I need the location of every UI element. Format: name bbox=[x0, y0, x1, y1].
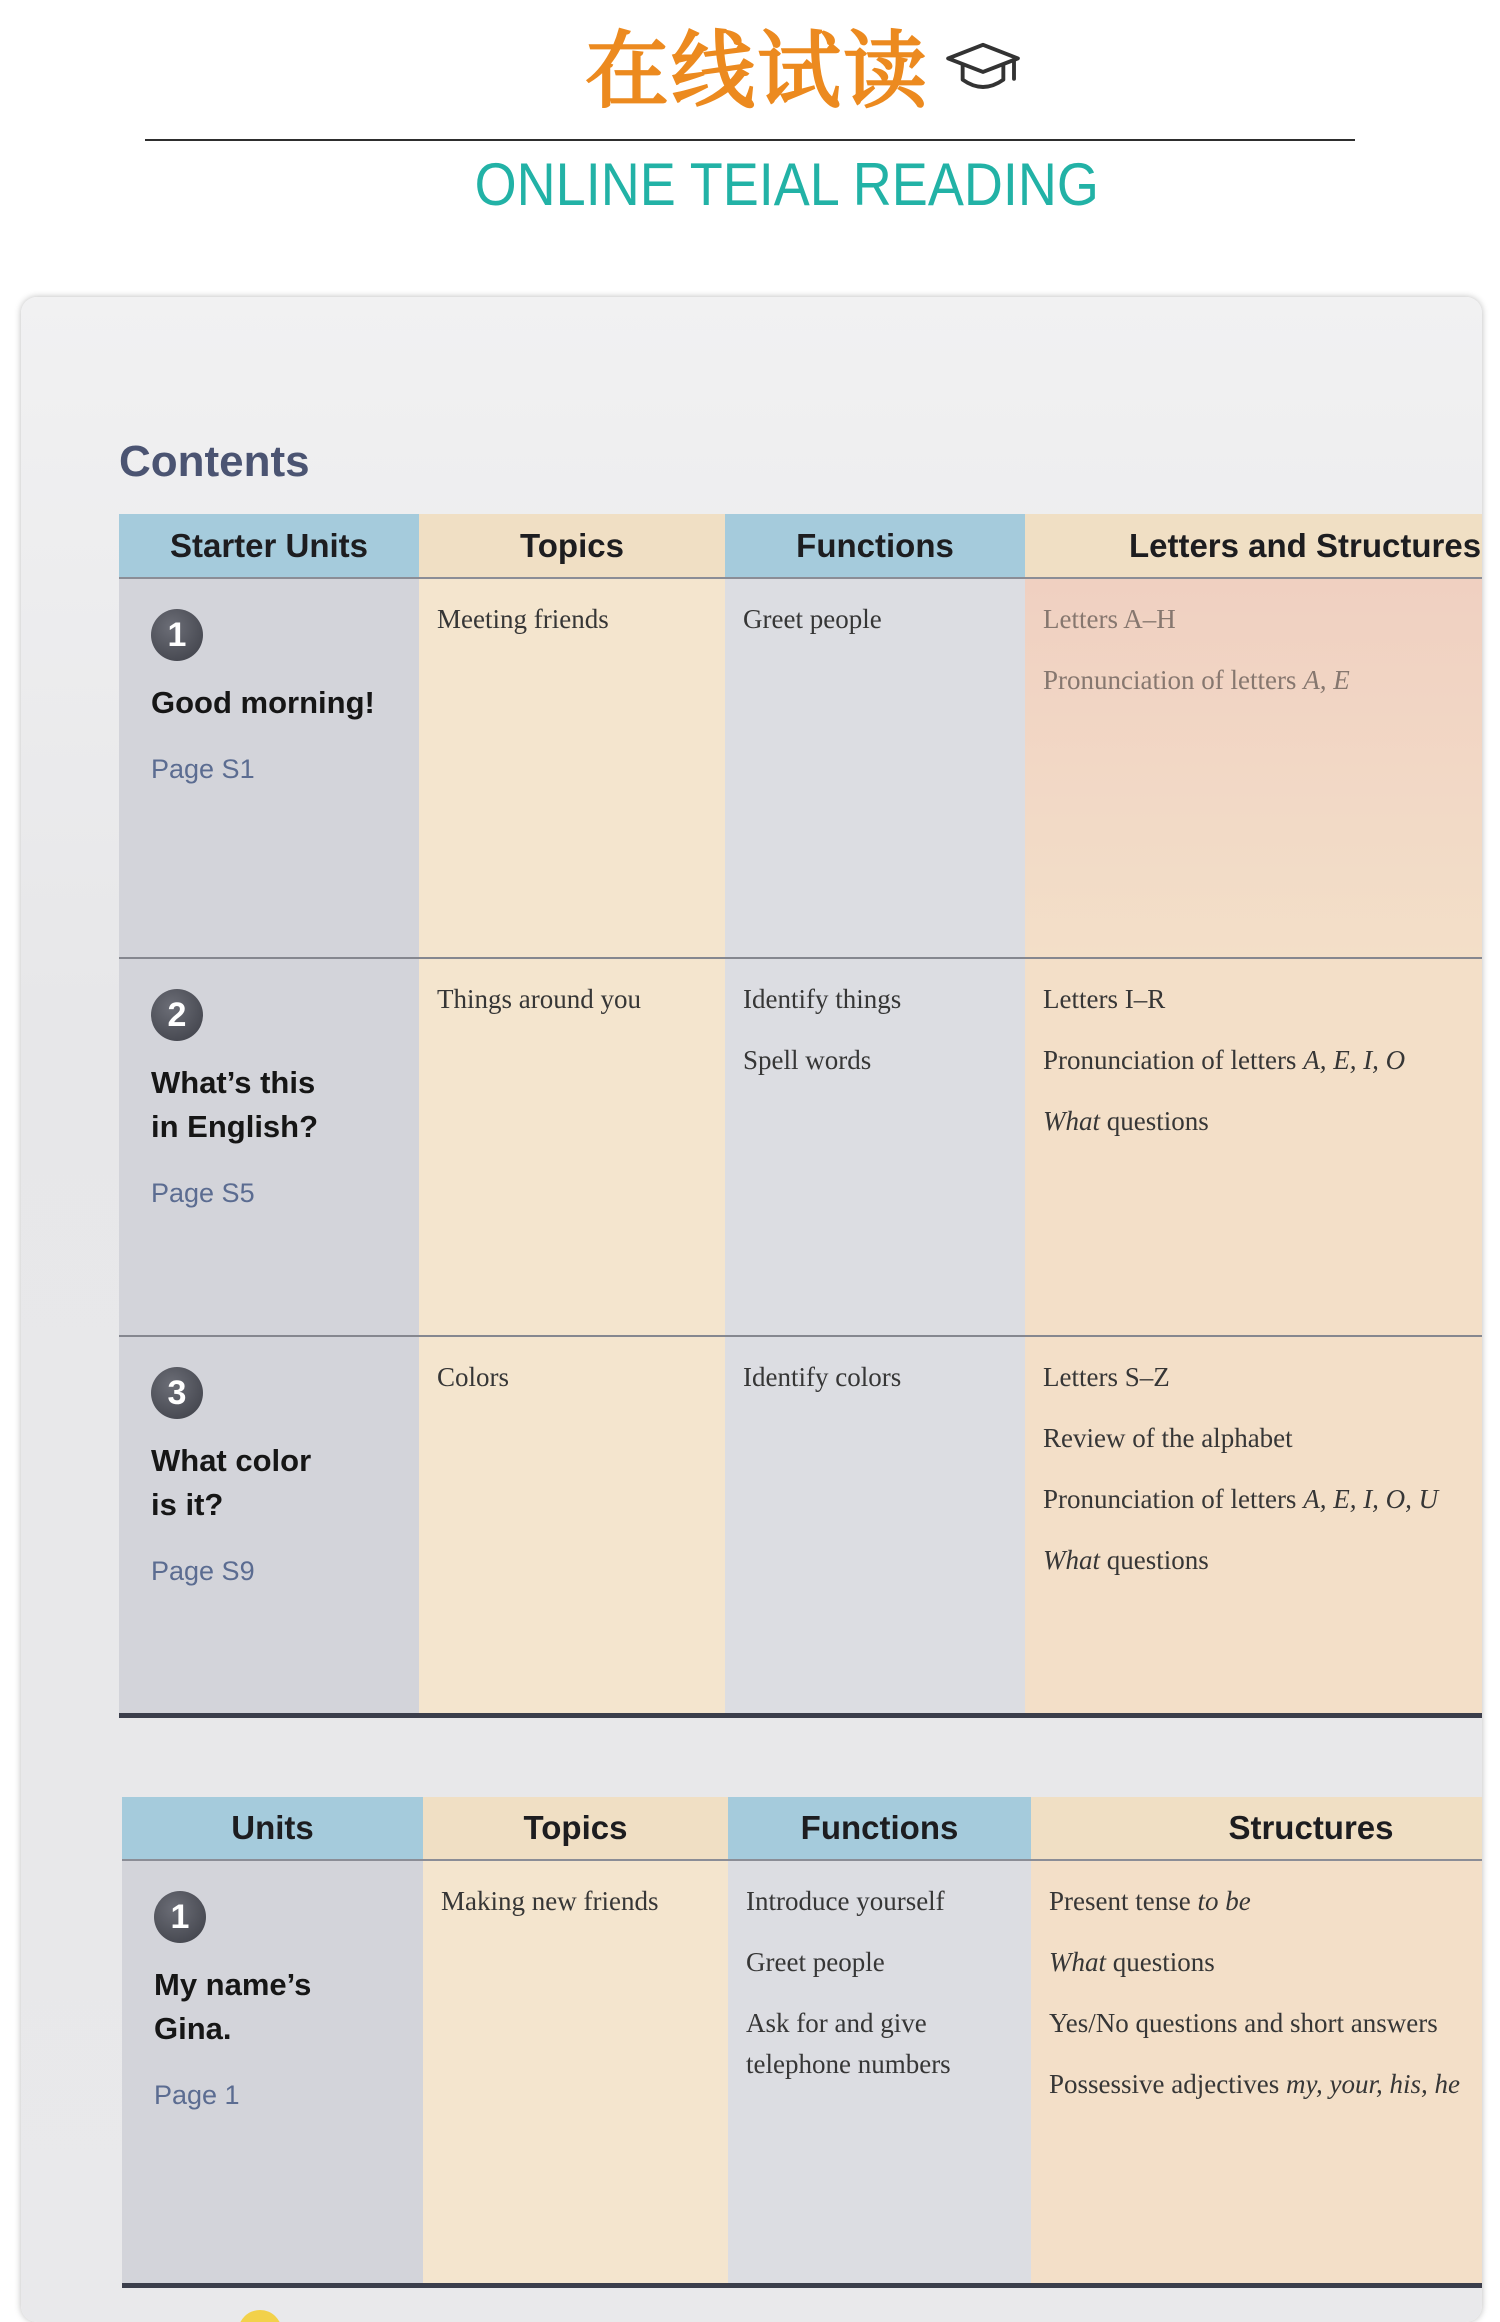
italic-text: What bbox=[1049, 1947, 1106, 1977]
structure-item bbox=[1043, 1101, 1482, 1142]
structure-item bbox=[1049, 1942, 1482, 1983]
unit-page-ref: Page S9 bbox=[151, 1556, 255, 1586]
column-header: Functions bbox=[728, 1797, 1031, 1861]
unit-page-ref: Page 1 bbox=[154, 2080, 240, 2110]
text: Present tense bbox=[1049, 1886, 1198, 1916]
text: Pronunciation of letters bbox=[1043, 1484, 1304, 1514]
unit-title-line: Good morning! bbox=[151, 685, 375, 720]
text: telephone numbers bbox=[746, 2049, 951, 2079]
function-item bbox=[746, 2003, 1021, 2085]
column-header: Topics bbox=[423, 1797, 728, 1861]
unit-cell bbox=[119, 957, 419, 1335]
unit-number-badge: 1 bbox=[151, 609, 203, 661]
function-item bbox=[743, 1040, 1015, 1081]
text: Introduce yourself bbox=[746, 1886, 945, 1916]
unit-title-line: is it? bbox=[151, 1487, 224, 1522]
column-header: Topics bbox=[419, 514, 725, 579]
structure-item bbox=[1049, 2003, 1482, 2044]
column-header: Starter Units bbox=[119, 514, 419, 579]
function-cell bbox=[725, 1335, 1025, 1713]
structure-cell bbox=[1031, 1861, 1482, 2283]
topic-item bbox=[437, 979, 715, 1020]
text: Greet people bbox=[746, 1947, 885, 1977]
text: questions bbox=[1100, 1106, 1209, 1136]
text: Letters A–H bbox=[1043, 604, 1176, 634]
text: Identify things bbox=[743, 984, 902, 1014]
unit-title bbox=[151, 1439, 419, 1527]
unit-cell bbox=[119, 579, 419, 957]
topic-item bbox=[437, 599, 715, 640]
unit-title-line: My name’s bbox=[154, 1967, 312, 2002]
text: Making new friends bbox=[441, 1886, 659, 1916]
unit-title bbox=[151, 1061, 419, 1149]
text: Pronunciation of letters bbox=[1043, 1045, 1304, 1075]
structure-item bbox=[1049, 1881, 1482, 1922]
italic-text: A, E, I, O, U bbox=[1303, 1484, 1439, 1514]
text: Possessive adjectives bbox=[1049, 2069, 1286, 2099]
column-header: Units bbox=[122, 1797, 423, 1861]
unit-page-ref: Page S1 bbox=[151, 754, 255, 784]
function-item bbox=[743, 1357, 1015, 1398]
structure-item bbox=[1043, 1357, 1482, 1398]
structure-cell bbox=[1025, 1335, 1482, 1713]
structure-item bbox=[1043, 660, 1482, 701]
text: Identify colors bbox=[743, 1362, 902, 1392]
unit-title-line: in English? bbox=[151, 1109, 319, 1144]
unit-title-line: Gina. bbox=[154, 2011, 232, 2046]
column-header: Functions bbox=[725, 514, 1025, 579]
structure-item bbox=[1043, 1540, 1482, 1581]
text: questions bbox=[1106, 1947, 1215, 1977]
italic-text: What bbox=[1043, 1545, 1100, 1575]
function-cell bbox=[728, 1861, 1031, 2283]
unit-title bbox=[154, 1963, 423, 2051]
contents-heading: Contents bbox=[119, 437, 310, 486]
function-item bbox=[746, 1881, 1021, 1922]
text: Meeting friends bbox=[437, 604, 609, 634]
function-item bbox=[746, 1942, 1021, 1983]
structure-item bbox=[1043, 1040, 1482, 1081]
text: Colors bbox=[437, 1362, 510, 1392]
text: Pronunciation of letters bbox=[1043, 665, 1304, 695]
unit-title-line: What’s this bbox=[151, 1065, 316, 1100]
function-item bbox=[743, 599, 1015, 640]
page-subtitle-text: ONLINE TEIAL READING bbox=[474, 151, 1099, 218]
starter-units-table bbox=[119, 514, 1482, 1718]
unit-title-line: What color bbox=[151, 1443, 312, 1478]
text: Yes/No questions and short answers bbox=[1049, 2008, 1438, 2038]
structure-cell bbox=[1025, 579, 1482, 957]
function-item bbox=[743, 979, 1015, 1020]
graduation-cap-icon bbox=[944, 40, 1022, 102]
topic-cell bbox=[419, 957, 725, 1335]
function-cell bbox=[725, 579, 1025, 957]
unit-number-badge: 3 bbox=[151, 1367, 203, 1419]
unit-title bbox=[151, 681, 419, 725]
text: Ask for and give bbox=[746, 2008, 927, 2038]
function-cell bbox=[725, 957, 1025, 1335]
structure-item bbox=[1043, 599, 1482, 640]
unit-number-badge: 1 bbox=[154, 1891, 206, 1943]
italic-text: A, E, I, O bbox=[1303, 1045, 1406, 1075]
italic-text: my, your, his, he bbox=[1285, 2069, 1460, 2099]
page-title-chinese: 在线试读 bbox=[585, 22, 930, 120]
structure-item bbox=[1049, 2064, 1482, 2105]
book-page-photo bbox=[21, 297, 1482, 2322]
yellow-marker-decoration bbox=[238, 2310, 282, 2322]
text: Letters S–Z bbox=[1043, 1362, 1170, 1392]
text: Things around you bbox=[437, 984, 641, 1014]
unit-cell bbox=[119, 1335, 419, 1713]
unit-cell bbox=[122, 1861, 423, 2283]
structure-cell bbox=[1025, 957, 1482, 1335]
structure-item bbox=[1043, 979, 1482, 1020]
unit-number-badge: 2 bbox=[151, 989, 203, 1041]
topic-cell bbox=[419, 1335, 725, 1713]
topic-item bbox=[441, 1881, 718, 1922]
italic-text: What bbox=[1043, 1106, 1100, 1136]
text: questions bbox=[1100, 1545, 1209, 1575]
column-header: Structures bbox=[1031, 1797, 1482, 1861]
unit-page-ref: Page S5 bbox=[151, 1178, 255, 1208]
header-divider bbox=[145, 139, 1355, 141]
text: Greet people bbox=[743, 604, 882, 634]
units-table bbox=[122, 1797, 1482, 2288]
page-subtitle bbox=[440, 150, 1105, 220]
text: Spell words bbox=[743, 1045, 872, 1075]
topic-item bbox=[437, 1357, 715, 1398]
column-header: Letters and Structures bbox=[1025, 514, 1482, 579]
structure-item bbox=[1043, 1418, 1482, 1459]
topic-cell bbox=[419, 579, 725, 957]
italic-text: to be bbox=[1197, 1886, 1251, 1916]
text: Letters I–R bbox=[1043, 984, 1166, 1014]
structure-item bbox=[1043, 1479, 1482, 1520]
italic-text: A, E bbox=[1303, 665, 1350, 695]
topic-cell bbox=[423, 1861, 728, 2283]
text: Review of the alphabet bbox=[1043, 1423, 1293, 1453]
